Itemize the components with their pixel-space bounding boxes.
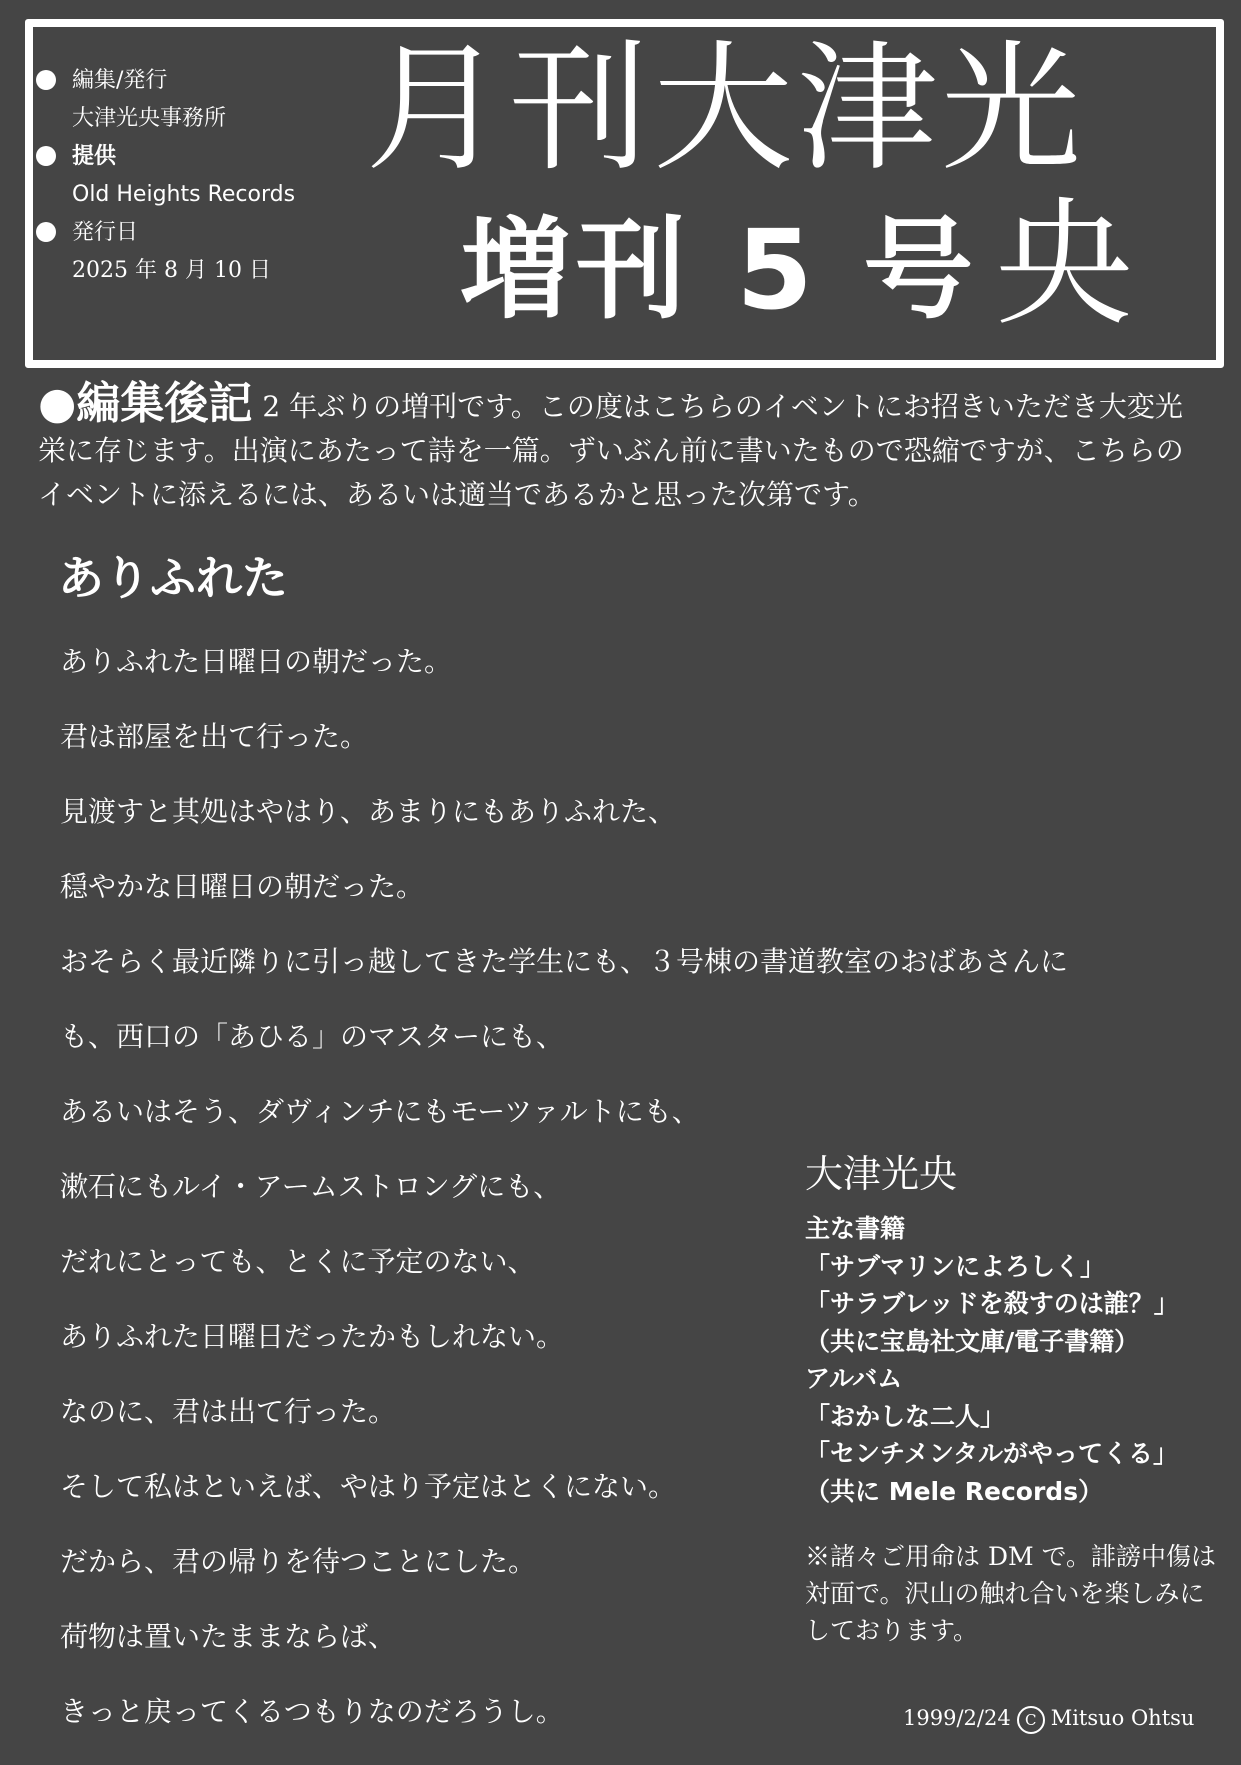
info-provider xyxy=(32,138,322,214)
poem-line: ありふれた日曜日だったかもしれない。 xyxy=(60,1320,565,1353)
work-title: 「サラブレッドを殺すのは誰？」 xyxy=(805,1289,1179,1318)
footer-credit xyxy=(903,1700,1194,1736)
poem-line: 見渡すと其処はやはり、あまりにもありふれた、 xyxy=(60,795,677,828)
bullet-icon xyxy=(36,222,56,242)
poem-line: も、西口の「あひる」のマスターにも、 xyxy=(60,1020,565,1053)
editor-note-heading: ●編集後記 xyxy=(38,378,253,429)
issue-number: 増刊 5 号 xyxy=(460,206,980,334)
info-issue-date xyxy=(32,214,322,290)
info-label: 編集/発行 xyxy=(72,68,168,93)
info-value: 2025 年 8 月 10 日 xyxy=(72,258,271,283)
work-title: 「おかしな二人」 xyxy=(805,1401,1006,1431)
work-title: 「サブマリンによろしく」 xyxy=(805,1251,1106,1281)
poem-line: ありふれた日曜日の朝だった。 xyxy=(60,645,453,678)
poem-line: おそらく最近隣りに引っ越してきた学生にも、３号棟の書道教室のおばあさんに xyxy=(60,945,1069,978)
poem-line: 穏やかな日曜日の朝だった。 xyxy=(60,870,425,903)
poem-line: なのに、君は出て行った。 xyxy=(60,1395,397,1428)
poem-line: 荷物は置いたままならば、 xyxy=(60,1620,397,1653)
bullet-icon xyxy=(36,146,56,166)
info-label: 発行日 xyxy=(72,220,139,245)
copyright-icon: C xyxy=(1017,1706,1045,1734)
poem-title: ありふれた xyxy=(58,551,288,605)
poem-line: 君は部屋を出て行った。 xyxy=(60,720,369,753)
author-note: ※諸々ご用命は DM で。誹謗中傷は対面で。沢山の触れ合いを楽しみにしております。 xyxy=(805,1542,1217,1645)
info-value: 大津光央事務所 xyxy=(72,106,227,131)
editor-note xyxy=(38,378,1208,517)
masthead-title-tail: 央 xyxy=(995,184,1134,345)
work-publisher: （共に宝島社文庫/電子書籍） xyxy=(805,1326,1140,1356)
works-heading-books: 主な書籍 xyxy=(805,1214,906,1243)
work-publisher: （共に Mele Records） xyxy=(805,1476,1104,1506)
info-label: 提供 xyxy=(72,144,117,169)
info-editor-publisher xyxy=(32,62,322,138)
footer-author: Mitsuo Ohtsu xyxy=(1050,1706,1195,1730)
masthead-title: 月刊大津光 xyxy=(365,28,1086,191)
poem-line: だれにとっても、とくに予定のない、 xyxy=(60,1245,536,1278)
author-profile xyxy=(805,1146,1225,1649)
poem-line: あるいはそう、ダヴィンチにもモーツァルトにも、 xyxy=(60,1095,700,1128)
poem-line: 漱石にもルイ・アームストロングにも、 xyxy=(60,1170,562,1203)
editor-note-text: 2 年ぶりの増刊です。この度はこちらのイベントにお招きいただき大変光栄に存じます。出演にあたって詩を一篇。ずいぶん前に書いたもので恐縮ですが、こちらのイベントに添えるには、あるいは適当であるかと思った次第です。 xyxy=(38,390,1184,511)
info-value: Old Heights Records xyxy=(72,182,296,207)
works-heading-albums: アルバム xyxy=(805,1364,903,1393)
poem-line: だから、君の帰りを待つことにした。 xyxy=(60,1545,537,1578)
poem-line: そして私はといえば、やはり予定はとくにない。 xyxy=(60,1470,677,1503)
poem-line: きっと戻ってくるつもりなのだろうし。 xyxy=(60,1695,564,1728)
publication-info xyxy=(32,62,322,290)
work-title: 「センチメンタルがやってくる」 xyxy=(805,1439,1179,1468)
bullet-icon xyxy=(36,70,56,90)
author-name: 大津光央 xyxy=(805,1152,958,1196)
footer-date: 1999/2/24 xyxy=(903,1706,1011,1730)
